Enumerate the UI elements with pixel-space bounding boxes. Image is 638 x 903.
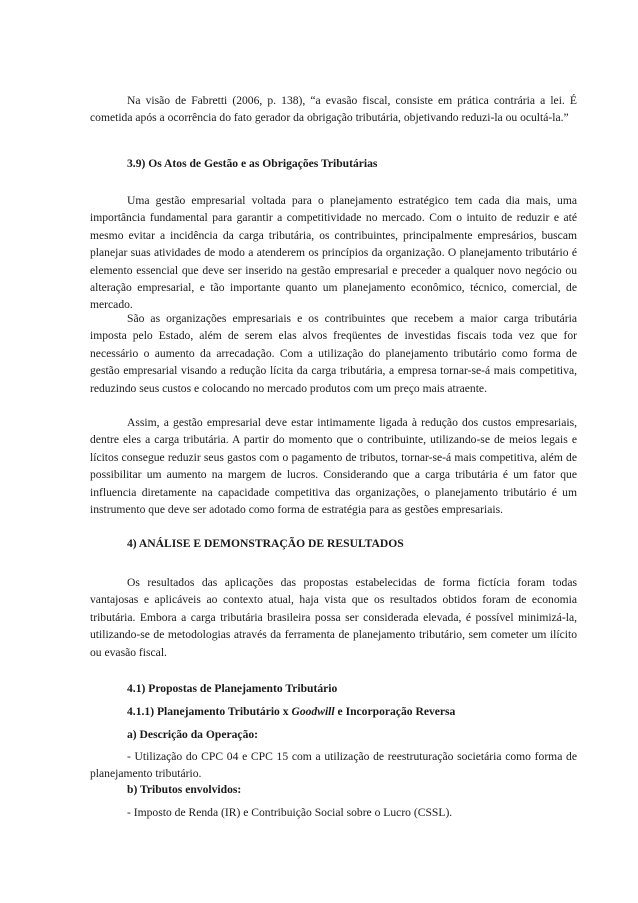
heading-text: 3.9) Os Atos de Gestão e as Obrigações Tributárias [127,157,378,170]
paragraph-text: Uma gestão empresarial voltada para o planejamento estratégico tem cada dia mais, uma importância fundamental para garantir a competitividade no mercado. Com o intuito de reduzir e até mesmo evitar a incidência da carga tributária, os contribuintes, principalmente empresários, buscam planejar suas atividades de modo a atenderem os princípios da organização. O planejamento tributário é elemento essencial que deve ser inserido na gestão empresarial e preceder a qualquer novo negócio ou alteração empresarial, e tão importante quanto um planejamento econômico, técnico, comercial, de mercado. [90,194,577,312]
heading-text: 4) ANÁLISE E DEMONSTRAÇÃO DE RESULTADOS [127,537,404,550]
paragraph-text: Os resultados das aplicações das propostas estabelecidas de forma fictícia foram todas vantajosas e aplicáveis ao contexto atual, haja vista que os resultados obtidos foram de economia tributária. Embora a carga tributária brasileira possa ser considerada elevada, é possível minimizá-la, utilizando-se de metodologias através da ferramenta de planejamento tributário, sem cometer um ilícito ou evasão fiscal. [90,576,577,659]
paragraph-text: Assim, a gestão empresarial deve estar intimamente ligada à redução dos custos empresariais, dentre eles a carga tributária. A partir do momento que o contribuinte, utilizando-se de meios legais e lícitos consegue reduzir seus gastos com o pagamento de tributos, tornar-se-á mais competitiva, além de possibilitar um aumento na margem de lucros. Considerando que a carga tributária é um fator que influencia diretamente na capacidade competitiva das organizações, o planejamento tributário é um instrumento que deve ser adotado como forma de estratégia para as gestões empresariais. [90,416,577,517]
paragraph-organizacoes [90,310,577,397]
paragraph-cpc [90,748,577,783]
paragraph-fabretti-quote [90,92,577,127]
paragraph-text: - Imposto de Renda (IR) e Contribuição Social sobre o Lucro (CSSL). [127,806,453,819]
section-heading-4-1 [90,680,577,697]
section-heading-3-9 [90,155,577,172]
section-heading-4 [90,535,577,552]
heading-italic-goodwill: Goodwill [291,705,335,718]
heading-text: a) Descrição da Operação: [127,728,259,741]
paragraph-text: - Utilização do CPC 04 e CPC 15 com a utilização de reestruturação societária como forma de planejamento tributário. [90,750,577,781]
heading-part: 4.1.1) Planejamento Tributário x [127,705,292,718]
paragraph-ir-cssl [90,804,577,821]
paragraph-assim [90,414,577,518]
heading-text: 4.1) Propostas de Planejamento Tributário [127,682,338,695]
subheading-descricao [90,726,577,743]
subheading-tributos [90,781,577,798]
heading-text: b) Tributos envolvidos: [127,783,242,796]
section-heading-4-1-1 [90,703,577,720]
paragraph-text: São as organizações empresariais e os contribuintes que recebem a maior carga tributária imposta pelo Estado, além de serem elas alvos freqüentes de investidas fiscais toda vez que for necessário o aumento da arrecadação. Com a utilização do planejamento tributário como forma de gestão empresarial visando a redução lícita da carga tributária, a empresa tornar-se-á mais competitiva, reduzindo seus custos e colocando no mercado produtos com um preço mais atraente. [90,312,577,395]
heading-part: e Incorporação Reversa [334,705,456,718]
paragraph-resultados [90,574,577,661]
paragraph-text: Na visão de Fabretti (2006, p. 138), “a evasão fiscal, consiste em prática contrária a lei. É cometida após a ocorrência do fato gerador da obrigação tributária, objetivando reduzi-la ou ocultá-la.” [90,94,577,125]
paragraph-gestao-empresarial [90,192,577,314]
heading-text [90,703,577,720]
